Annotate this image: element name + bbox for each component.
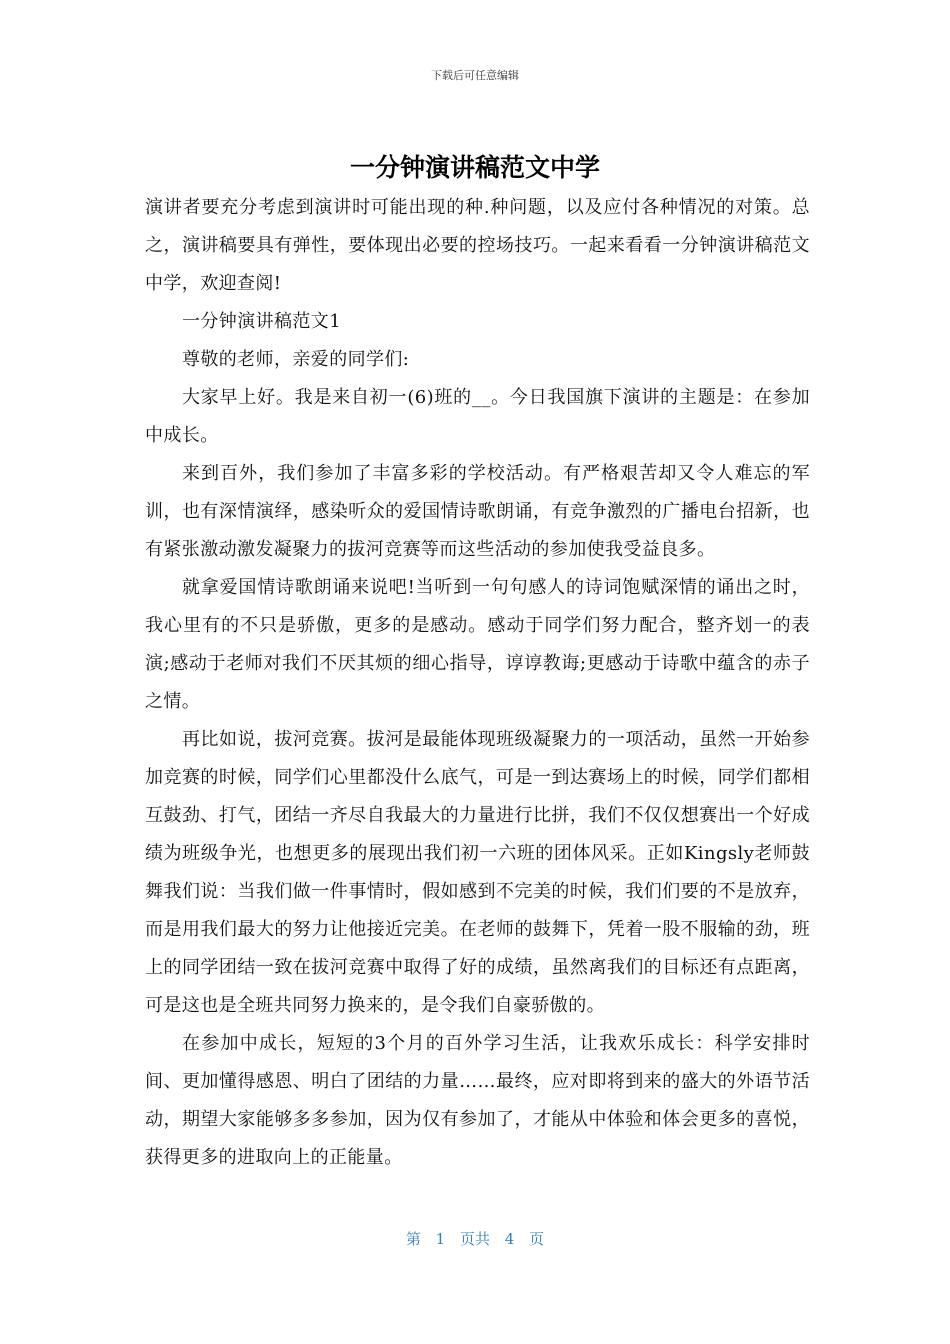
body-paragraph: 就拿爱国情诗歌朗诵来说吧!当听到一句句感人的诗词饱赋深情的诵出之时，我心里有的不只是骄傲，更多的是感动。感动于同学们努力配合，整齐划一的表演;感动于老师对我们不厌其烦的细心指导，谆谆教诲;更感动于诗歌中蕴含的赤子之情。	[145, 577, 810, 712]
header-note: 下载后可任意编辑	[431, 69, 519, 82]
document-body	[145, 189, 810, 1177]
intro-paragraph: 演讲者要充分考虑到演讲时可能出现的种.种问题，以及应付各种情况的对策。总之，演讲稿要具有弹性，要体现出必要的控场技巧。一起来看看一分钟演讲稿范文中学，欢迎查阅!	[145, 197, 810, 294]
body-paragraph: 来到百外，我们参加了丰富多彩的学校活动。有严格艰苦却又令人难忘的军训，也有深情演绎，感染听众的爱国情诗歌朗诵，有竞争激烈的广播电台招新，也有紧张激动激发凝聚力的拔河竞赛等而这些活动的参加使我受益良多。	[145, 463, 810, 560]
body-paragraph: 大家早上好。我是来自初一(6)班的__。今日我国旗下演讲的主题是：在参加中成长。	[145, 387, 810, 446]
body-paragraph: 在参加中成长，短短的3个月的百外学习生活，让我欢乐成长：科学安排时间、更加懂得感恩、明白了团结的力量……最终，应对即将到来的盛大的外语节活动，期望大家能够多多参加，因为仅有参加了，才能从中体验和体会更多的喜悦，获得更多的进取向上的正能量。	[145, 1033, 810, 1168]
page-number-footer: 第 1 页共 4 页	[405, 1230, 545, 1248]
section-heading: 一分钟演讲稿范文1	[182, 311, 342, 332]
document-title: 一分钟演讲稿范文中学	[349, 153, 600, 182]
salutation: 尊敬的老师，亲爱的同学们:	[182, 349, 410, 370]
body-paragraph: 再比如说，拔河竞赛。拔河是最能体现班级凝聚力的一项活动，虽然一开始参加竞赛的时候，同学们心里都没什么底气，可是一到达赛场上的时候，同学们都相互鼓劲、打气，团结一齐尽自我最大的力量进行比拼，我们不仅仅想赛出一个好成绩为班级争光，也想更多的展现出我们初一六班的团体风采。正如Kingsly老师鼓舞我们说：当我们做一件事情时，假如感到不完美的时候，我们们要的不是放弃，而是用我们最大的努力让他接近完美。在老师的鼓舞下，凭着一股不服输的劲，班上的同学团结一致在拔河竞赛中取得了好的成绩，虽然离我们的目标还有点距离，可是这也是全班共同努力换来的，是令我们自豪骄傲的。	[145, 729, 810, 1016]
